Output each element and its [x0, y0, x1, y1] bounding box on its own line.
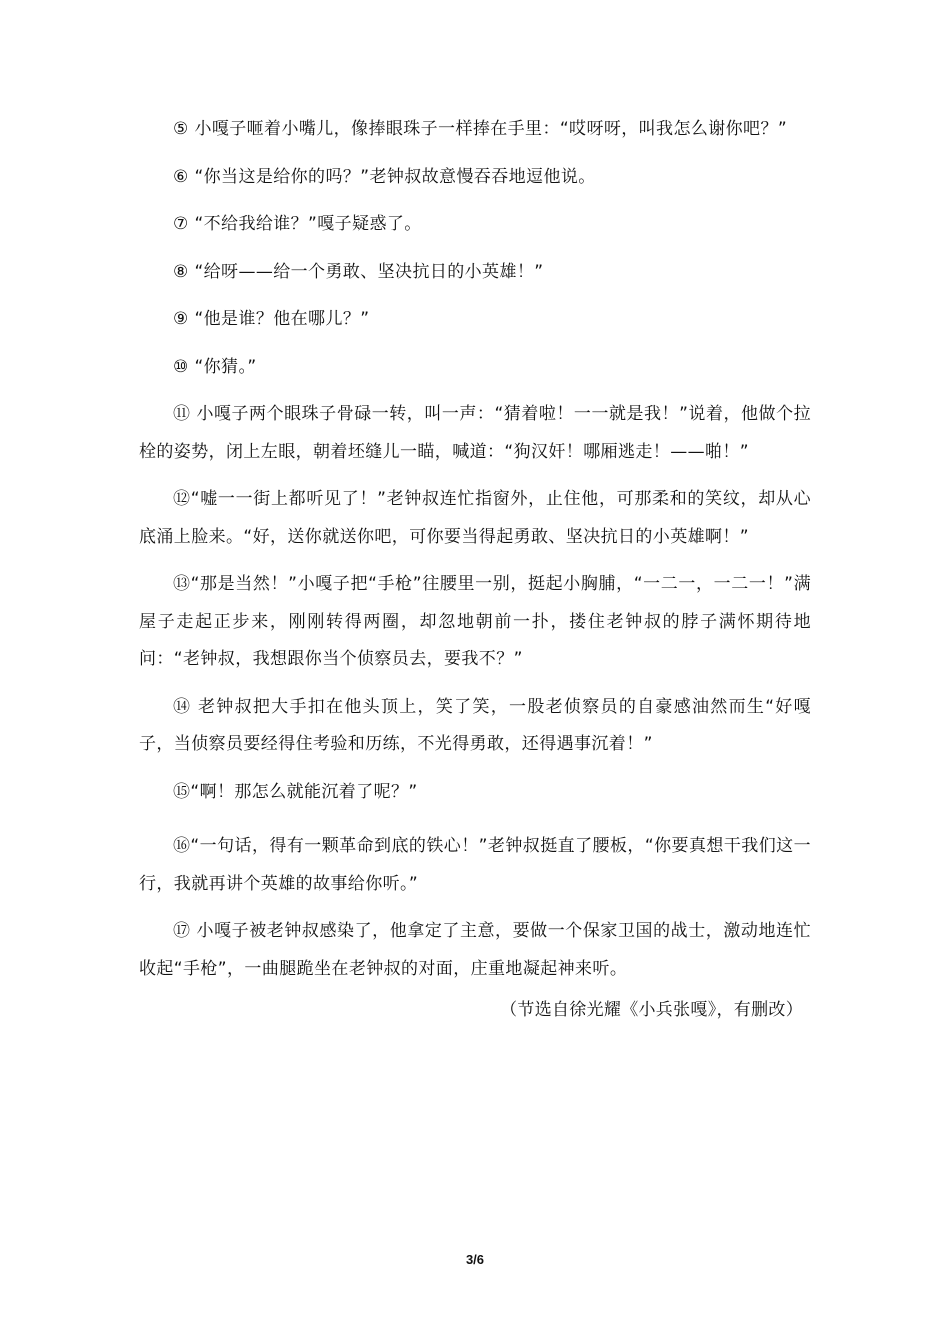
paragraph-14: ⑭ 老钟叔把大手扣在他头顶上，笑了笑，一股老侦察员的自豪感油然而生“好嘎子，当侦察员要经得住考验和历练，不光得勇敢，还得遇事沉着！”	[139, 696, 811, 754]
paragraph-15: ⑮“啊！那怎么就能沉着了呢？”	[173, 781, 418, 802]
paragraph-5: ⑤ 小嘎子咂着小嘴儿，像捧眼珠子一样捧在手里：“哎呀呀，叫我怎么谢你吧？”	[173, 119, 788, 139]
paragraph-16: ⑯“一句话，得有一颗革命到底的铁心！”老钟叔挺直了腰板，“你要真想干我们这一行，我就再讲个英雄的故事给你听。”	[139, 836, 811, 894]
source-citation: （节选自徐光耀《小兵张嘎》，有删改）	[500, 1000, 803, 1020]
paragraph-8: ⑧ “给呀——给一个勇敢、坚决抗日的小英雄！”	[173, 261, 544, 282]
story-text	[139, 111, 811, 998]
paragraph-7: ⑦ “不给我给谁？”嘎子疑惑了。	[173, 214, 422, 234]
paragraph-11: ⑪ 小嘎子两个眼珠子骨碌一转，叫一声：“猜着啦！一一就是我！”说着，他做个拉栓的姿势，闭上左眼，朝着坯缝儿一瞄，喊道：“狗汉奸！哪厢逃走！——啪！”	[139, 404, 811, 462]
paragraph-12: ⑫“嘘一一街上都听见了！”老钟叔连忙指窗外，止住他，可那柔和的笑纹，却从心底涌上脸来。“好，送你就送你吧，可你要当得起勇敢、坚决抗日的小英雄啊！”	[139, 489, 811, 547]
paragraph-17: ⑰ 小嘎子被老钟叔感染了，他拿定了主意，要做一个保家卫国的战士，激动地连忙收起“手枪”，一曲腿跪坐在老钟叔的对面，庄重地凝起神来听。	[139, 921, 811, 979]
paragraph-10: ⑩ “你猜。”	[173, 356, 257, 377]
paragraph-13: ⑬“那是当然！”小嘎子把“手枪”往腰里一别，挺起小胸脯，“一二一，一二一！”满屋子走起正步来，刚刚转得两圈，却忽地朝前一扑，搂住老钟叔的脖子满怀期待地问：“老钟叔，我想跟你当个侦察员去，要我不？”	[139, 574, 811, 669]
page-number: 3/6	[465, 1252, 485, 1267]
paragraph-9: ⑨ “他是谁？他在哪儿？”	[173, 309, 370, 329]
paragraph-6: ⑥ “你当这是给你的吗？”老钟叔故意慢吞吞地逗他说。	[173, 166, 596, 187]
